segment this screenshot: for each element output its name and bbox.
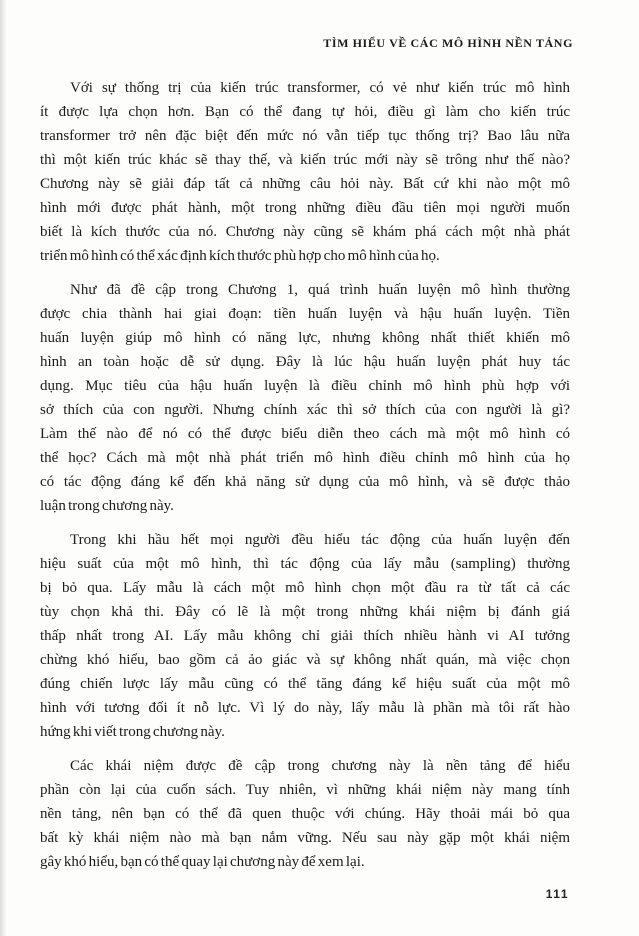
text-line: Trong khi hầu hết mọi người đều hiểu tác động của huấn luyện đến xyxy=(70,532,570,548)
text-line: hình với tương đối ít nỗ lực. Vì lý do này, lấy mẫu là phần mà tôi rất hào xyxy=(40,700,570,716)
text-line: Như đã đề cập trong Chương 1, quá trình huấn luyện mô hình thường xyxy=(70,282,570,298)
text-line: Làm thế nào để nó có thể được biểu diễn theo cách mà một mô hình có xyxy=(40,426,570,442)
running-header: TÌM HIỂU VỀ CÁC MÔ HÌNH NỀN TẢNG xyxy=(323,36,573,50)
text-line: thì một kiến trúc khác sẽ thay thế, và kiến trúc mới này sẽ trông như thế nào? xyxy=(40,152,570,168)
text-line: thể học? Cách mà một nhà phát triển mô hình điều chỉnh mô hình của họ xyxy=(40,450,570,466)
text-line: luận trong chương này. xyxy=(40,498,174,514)
text-line: hứng khi viết trong chương này. xyxy=(40,724,225,740)
text-line: sở thích của con người. Nhưng chính xác thì sở thích của con người là gì? xyxy=(40,402,570,418)
text-line: hình mới được phát hành, một trong những điều đầu tiên mọi người muốn xyxy=(40,200,570,216)
text-line: Với sự thống trị của kiến trúc transformer, có vẻ như kiến trúc mô hình xyxy=(70,80,570,96)
paragraph xyxy=(40,76,570,268)
text-line: thấp nhất trong AI. Lấy mẫu không chỉ giải thích nhiều hành vi AI tưởng xyxy=(40,628,570,644)
text-line: đúng chiến lược lấy mẫu cũng có thể tăng đáng kể hiệu suất của một mô xyxy=(40,676,570,692)
text-line: tùy chọn khả thi. Đây có lẽ là một trong những khái niệm bị đánh giá xyxy=(40,604,570,620)
text-line: biết là kích thước của nó. Chương này cũng sẽ khám phá cách một nhà phát xyxy=(40,224,570,240)
page-edge-shadow xyxy=(0,0,7,936)
text-line: bị bỏ qua. Lấy mẫu là cách một mô hình chọn một đầu ra từ tất cả các xyxy=(40,580,570,596)
paragraph xyxy=(40,278,570,518)
text-line: bất kỳ khái niệm nào mà bạn nắm vững. Nếu sau này gặp một khái niệm xyxy=(40,830,570,846)
text-line: gây khó hiểu, bạn có thể quay lại chương này để xem lại. xyxy=(40,854,365,870)
text-line: có tác động đáng kể đến khả năng sử dụng của mô hình, và sẽ được thảo xyxy=(40,474,570,490)
text-line: huấn luyện giúp mô hình có năng lực, nhưng không nhất thiết khiến mô xyxy=(40,330,570,346)
text-line: chừng khó hiểu, bao gồm cả ảo giác và sự không nhất quán, mà việc chọn xyxy=(40,652,570,668)
text-line: dụng. Mục tiêu của hậu huấn luyện là điều chỉnh mô hình phù hợp với xyxy=(40,378,570,394)
page-number: 111 xyxy=(545,887,569,901)
text-line: ít được lựa chọn hơn. Bạn có thể đang tự hỏi, điều gì làm cho kiến trúc xyxy=(40,104,570,120)
page-body xyxy=(40,76,570,874)
text-line: Chương này sẽ giải đáp tất cả những câu hỏi này. Bất cứ khi nào một mô xyxy=(40,176,570,192)
text-line: nền tảng, nên bạn có thể đã quen thuộc với chúng. Hãy thoải mái bỏ qua xyxy=(40,806,570,822)
paragraph xyxy=(40,754,570,874)
text-line: phần còn lại của cuốn sách. Tuy nhiên, vì những khái niệm này mang tính xyxy=(40,782,570,798)
text-line: transformer trở nên đặc biệt đến mức nó vẫn tiếp tục thống trị? Bao lâu nữa xyxy=(40,128,570,144)
text-line: hiệu suất của một mô hình, thì tác động của lấy mẫu (sampling) thường xyxy=(40,556,570,572)
text-line: Các khái niệm được đề cập trong chương này là nền tảng để hiểu xyxy=(70,758,570,774)
paragraph xyxy=(40,528,570,744)
text-line: được chia thành hai giai đoạn: tiền huấn luyện và hậu huấn luyện. Tiền xyxy=(40,306,570,322)
text-line: hình an toàn hoặc dễ sử dụng. Đây là lúc hậu huấn luyện phát huy tác xyxy=(40,354,570,370)
text-line: triển mô hình có thể xác định kích thước phù hợp cho mô hình của họ. xyxy=(40,248,440,264)
